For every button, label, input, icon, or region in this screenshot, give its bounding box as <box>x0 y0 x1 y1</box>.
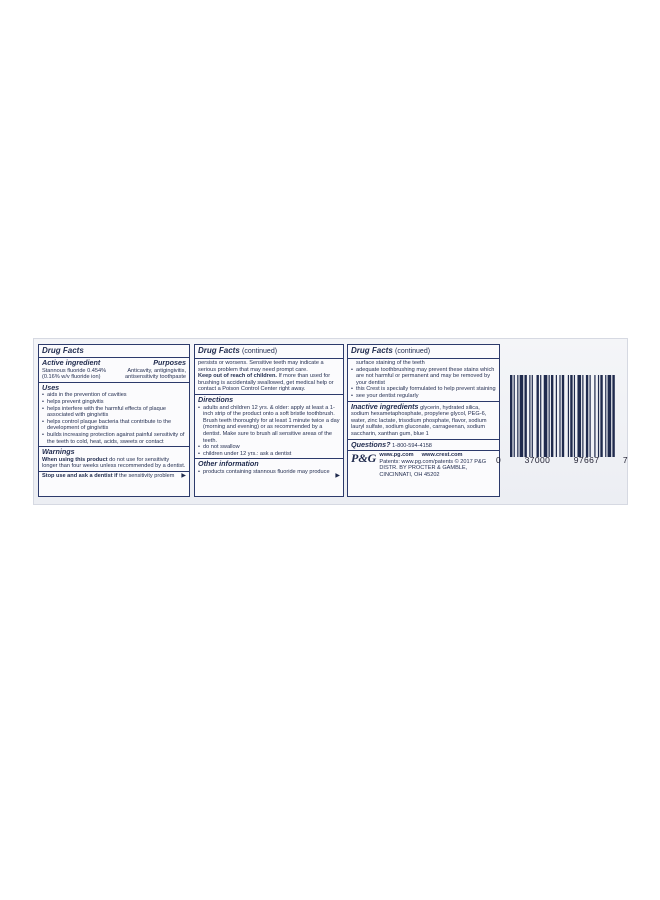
warnings-continued-section <box>195 359 343 395</box>
use-item: • helps control plaque bacteria that contribute to the development of gingivitis <box>47 419 186 432</box>
uses-heading: Uses <box>42 382 60 392</box>
drug-facts-title: Drug Facts <box>39 345 189 358</box>
barcode-left-group: 37000 <box>524 455 551 465</box>
use-item: • aids in the prevention of cavities <box>47 392 186 399</box>
barcode-number <box>496 455 628 465</box>
active-line-2: (0.16% w/v fluoride ion) <box>42 374 101 381</box>
directions-section <box>195 395 343 459</box>
use-item: • helps prevent gingivitis <box>47 399 186 406</box>
inactive-ingredients-text: glycerin, hydrated silica, sodium hexametaphosphate, propylene glycol, PEG-6, water, zinc lactate, trisodium phosphate, flavor, sodium lauryl sulfate, sodium gluconate, carrageenan, sodium saccharin, xanthan gum, blue 1 <box>351 404 487 437</box>
drug-facts-panel-2 <box>194 344 344 497</box>
pg-website: www.pg.com <box>379 452 414 459</box>
purposes-heading: Purposes <box>153 358 186 367</box>
drug-facts-title <box>195 345 343 359</box>
stop-use-label: Stop use and ask a dentist if <box>42 472 118 479</box>
purpose-line-2: antisensitivity toothpaste <box>125 374 186 381</box>
drug-facts-title <box>348 345 499 359</box>
stop-use-section <box>39 472 189 481</box>
warnings-continued-text: persists or worsens. Sensitive teeth may indicate a serious problem that may need prompt care. <box>198 360 324 373</box>
questions-phone: 1-800-594-4158 <box>392 442 432 449</box>
barcode-check-digit: 7 <box>622 455 628 465</box>
warnings-heading: Warnings <box>42 447 75 457</box>
continue-arrow-icon: ▶ <box>335 473 340 480</box>
purpose-line-1: Anticavity, antigingivitis, <box>127 367 186 374</box>
drug-facts-panel-3 <box>347 344 500 497</box>
other-info-item: • adequate toothbrushing may prevent these stains which are not harmful or permanent and may be removed by your dentist <box>356 367 496 387</box>
other-info-continued-section <box>348 359 499 402</box>
continue-arrow-icon: ▶ <box>181 472 186 479</box>
keep-out-label: Keep out of reach of children. <box>198 373 277 380</box>
distributor-text: DISTR. BY PROCTER & GAMBLE, CINCINNATI, OH 45202 <box>379 465 468 478</box>
crest-website: www.crest.com <box>421 452 463 459</box>
title-continued: (continued) <box>242 348 278 355</box>
barcode <box>510 375 616 457</box>
active-ingredient-section <box>39 358 189 383</box>
keep-out-text: If more than used for brushing is accidentally swallowed, get medical help or contact a Poison Control Center right away. <box>198 373 334 393</box>
direction-item: • adults and children 12 yrs. & older: apply at least a 1-inch strip of the product onto a soft bristle toothbrush. Brush teeth thoroughly for at least 1 minute twice a day (morning and evening) or as recommended by a dentist. Make sure to brush all sensitive areas of the teeth. <box>203 405 340 445</box>
patents-text: Patents: www.pg.com/patents © 2017 P&G <box>379 458 487 465</box>
other-information-section <box>195 459 343 480</box>
other-info-item: • see your dentist regularly <box>356 393 496 400</box>
when-using-text: do not use for sensitivity longer than four weeks unless recommended by a dentist. <box>42 456 186 470</box>
inactive-ingredients-heading: Inactive ingredients <box>351 401 419 411</box>
title-continued: (continued) <box>395 348 431 355</box>
toothpaste-carton-panel <box>33 338 628 505</box>
active-ingredient-heading: Active ingredient <box>42 358 101 367</box>
barcode-lead-digit: 0 <box>496 455 502 465</box>
questions-heading: Questions? <box>351 439 391 449</box>
drug-facts-panel-1 <box>38 344 190 497</box>
company-info-section <box>348 451 502 479</box>
title-text: Drug Facts <box>351 346 393 355</box>
title-text: Drug Facts <box>198 346 240 355</box>
uses-section <box>39 383 189 447</box>
other-info-continued-text: surface staining of the teeth <box>356 360 425 366</box>
barcode-right-group: 97667 <box>573 455 600 465</box>
direction-item: • children under 12 yrs.: ask a dentist <box>203 451 340 458</box>
inactive-ingredients-section <box>348 402 499 440</box>
directions-heading: Directions <box>198 394 234 404</box>
stop-use-text: the sensitivity problem <box>119 472 175 479</box>
other-info-item: • products containing stannous fluoride may produce <box>203 469 340 476</box>
active-line-1: Stannous fluoride 0.454% <box>42 367 107 374</box>
direction-item: • do not swallow <box>203 444 340 451</box>
other-information-heading: Other information <box>198 459 259 469</box>
pg-logo: P&G <box>351 451 377 466</box>
warnings-section <box>39 447 189 472</box>
use-item: • builds increasing protection against painful sensitivity of the teeth to cold, heat, acids, sweets or contact <box>47 432 186 445</box>
use-item: • helps interfere with the harmful effects of plaque associated with gingivitis <box>47 406 186 419</box>
when-using-label: When using this product <box>42 456 108 463</box>
questions-section <box>348 440 499 452</box>
other-info-item: • this Crest is specially formulated to help prevent staining <box>356 386 496 393</box>
